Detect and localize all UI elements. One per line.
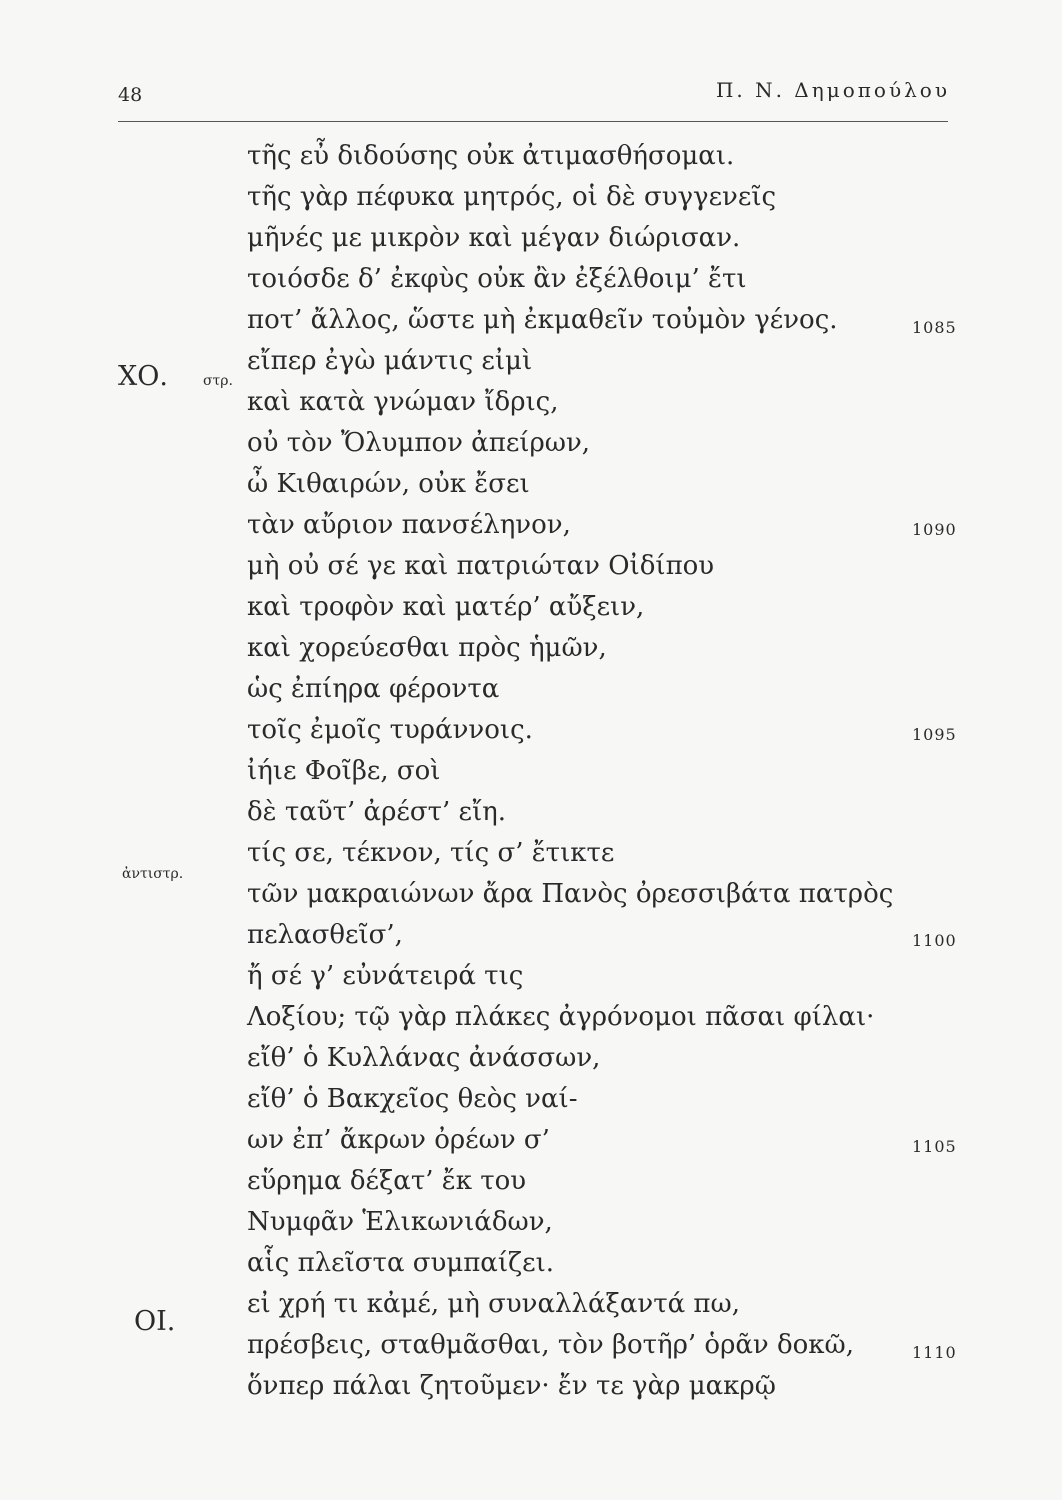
verse-line: καὶ τροφὸν καὶ ματέρ’ αὔξειν, (247, 592, 645, 622)
running-title: Π. Ν. Δημοπούλου (715, 78, 950, 102)
verse-line: εὕρημα δέξατ’ ἔκ του (247, 1166, 527, 1196)
verse-line: εἴθ’ ὁ Κυλλάνας ἀνάσσων, (247, 1043, 601, 1073)
line-number-1090: 1090 (912, 520, 957, 539)
verse-line: ὅνπερ πάλαι ζητοῦμεν· ἔν τε γὰρ μακρῷ (247, 1371, 776, 1401)
line-number-1085: 1085 (912, 318, 957, 337)
verse-line: ων ἐπ’ ἄκρων ὀρέων σ’ (247, 1125, 550, 1155)
verse-line: εἰ χρή τι κἀμέ, μὴ συναλλάξαντά πω, (247, 1289, 740, 1319)
verse-line: οὐ τὸν Ὄλυμπον ἀπείρων, (247, 428, 591, 458)
speaker-chorus: ΧΟ. (118, 361, 168, 392)
strophe-mark: στρ. (203, 373, 233, 389)
line-number-1095: 1095 (912, 725, 957, 744)
verse-line: τῶν μακραιώνων ἄρα Πανὸς ὀρεσσιβάτα πατρὸς (247, 879, 894, 909)
verse-line: Νυμφᾶν Ἑλικωνιάδων, (247, 1207, 553, 1237)
verse-line: τίς σε, τέκνον, τίς σ’ ἔτικτε (247, 838, 615, 868)
speaker-oedipus: ΟΙ. (134, 1306, 176, 1337)
verse-line: μῆνές με μικρὸν καὶ μέγαν διώρισαν. (247, 223, 741, 253)
verse-line: δὲ ταῦτ’ ἀρέστ’ εἴη. (247, 797, 507, 827)
line-number-1110: 1110 (912, 1343, 957, 1362)
line-number-1105: 1105 (912, 1137, 957, 1156)
verse-text (247, 136, 893, 1407)
verse-line: ὡς ἐπίηρα φέροντα (247, 674, 500, 704)
verse-line: τῆς γὰρ πέφυκα μητρός, οἱ δὲ συγγενεῖς (247, 182, 777, 212)
verse-line: τοιόσδε δ’ ἐκφὺς οὐκ ἂν ἐξέλθοιμ’ ἔτι (247, 264, 747, 294)
line-number-1100: 1100 (912, 931, 957, 950)
verse-line: εἴπερ ἐγὼ μάντις εἰμὶ (247, 346, 533, 376)
verse-line: πελασθεῖσ’, (247, 920, 403, 950)
verse-line: εἴθ’ ὁ Βακχεῖος θεὸς ναί- (247, 1084, 578, 1114)
verse-line: Λοξίου; τῷ γὰρ πλάκες ἀγρόνομοι πᾶσαι φίλαι· (247, 1002, 875, 1032)
antistrophe-mark: ἀντιστρ. (122, 866, 184, 882)
verse-line: πρέσβεις, σταθμᾶσθαι, τὸν βοτῆρ’ ὁρᾶν δοκῶ, (247, 1330, 855, 1360)
verse-line: τὰν αὔριον πανσέληνον, (247, 510, 571, 540)
verse-line: τοῖς ἐμοῖς τυράννοις. (247, 715, 533, 745)
verse-line: ποτ’ ἄλλος, ὥστε μὴ ἐκμαθεῖν τοὐμὸν γένος. (247, 305, 838, 335)
verse-line: ἤ σέ γ’ εὐνάτειρά τις (247, 961, 524, 991)
verse-line: καὶ κατὰ γνώμαν ἴδρις, (247, 387, 559, 417)
page-number: 48 (118, 84, 143, 106)
verse-line: ἰήιε Φοῖβε, σοὶ (247, 756, 441, 786)
header-rule (118, 121, 948, 122)
verse-line: μὴ οὐ σέ γε καὶ πατριώταν Οἰδίπου (247, 551, 715, 581)
verse-line: αἷς πλεῖστα συμπαίζει. (247, 1248, 555, 1278)
verse-line: τῆς εὖ διδούσης οὐκ ἀτιμασθήσομαι. (247, 141, 735, 171)
verse-line: ὦ Κιθαιρών, οὐκ ἔσει (247, 469, 530, 499)
verse-line: καὶ χορεύεσθαι πρὸς ἡμῶν, (247, 633, 607, 663)
